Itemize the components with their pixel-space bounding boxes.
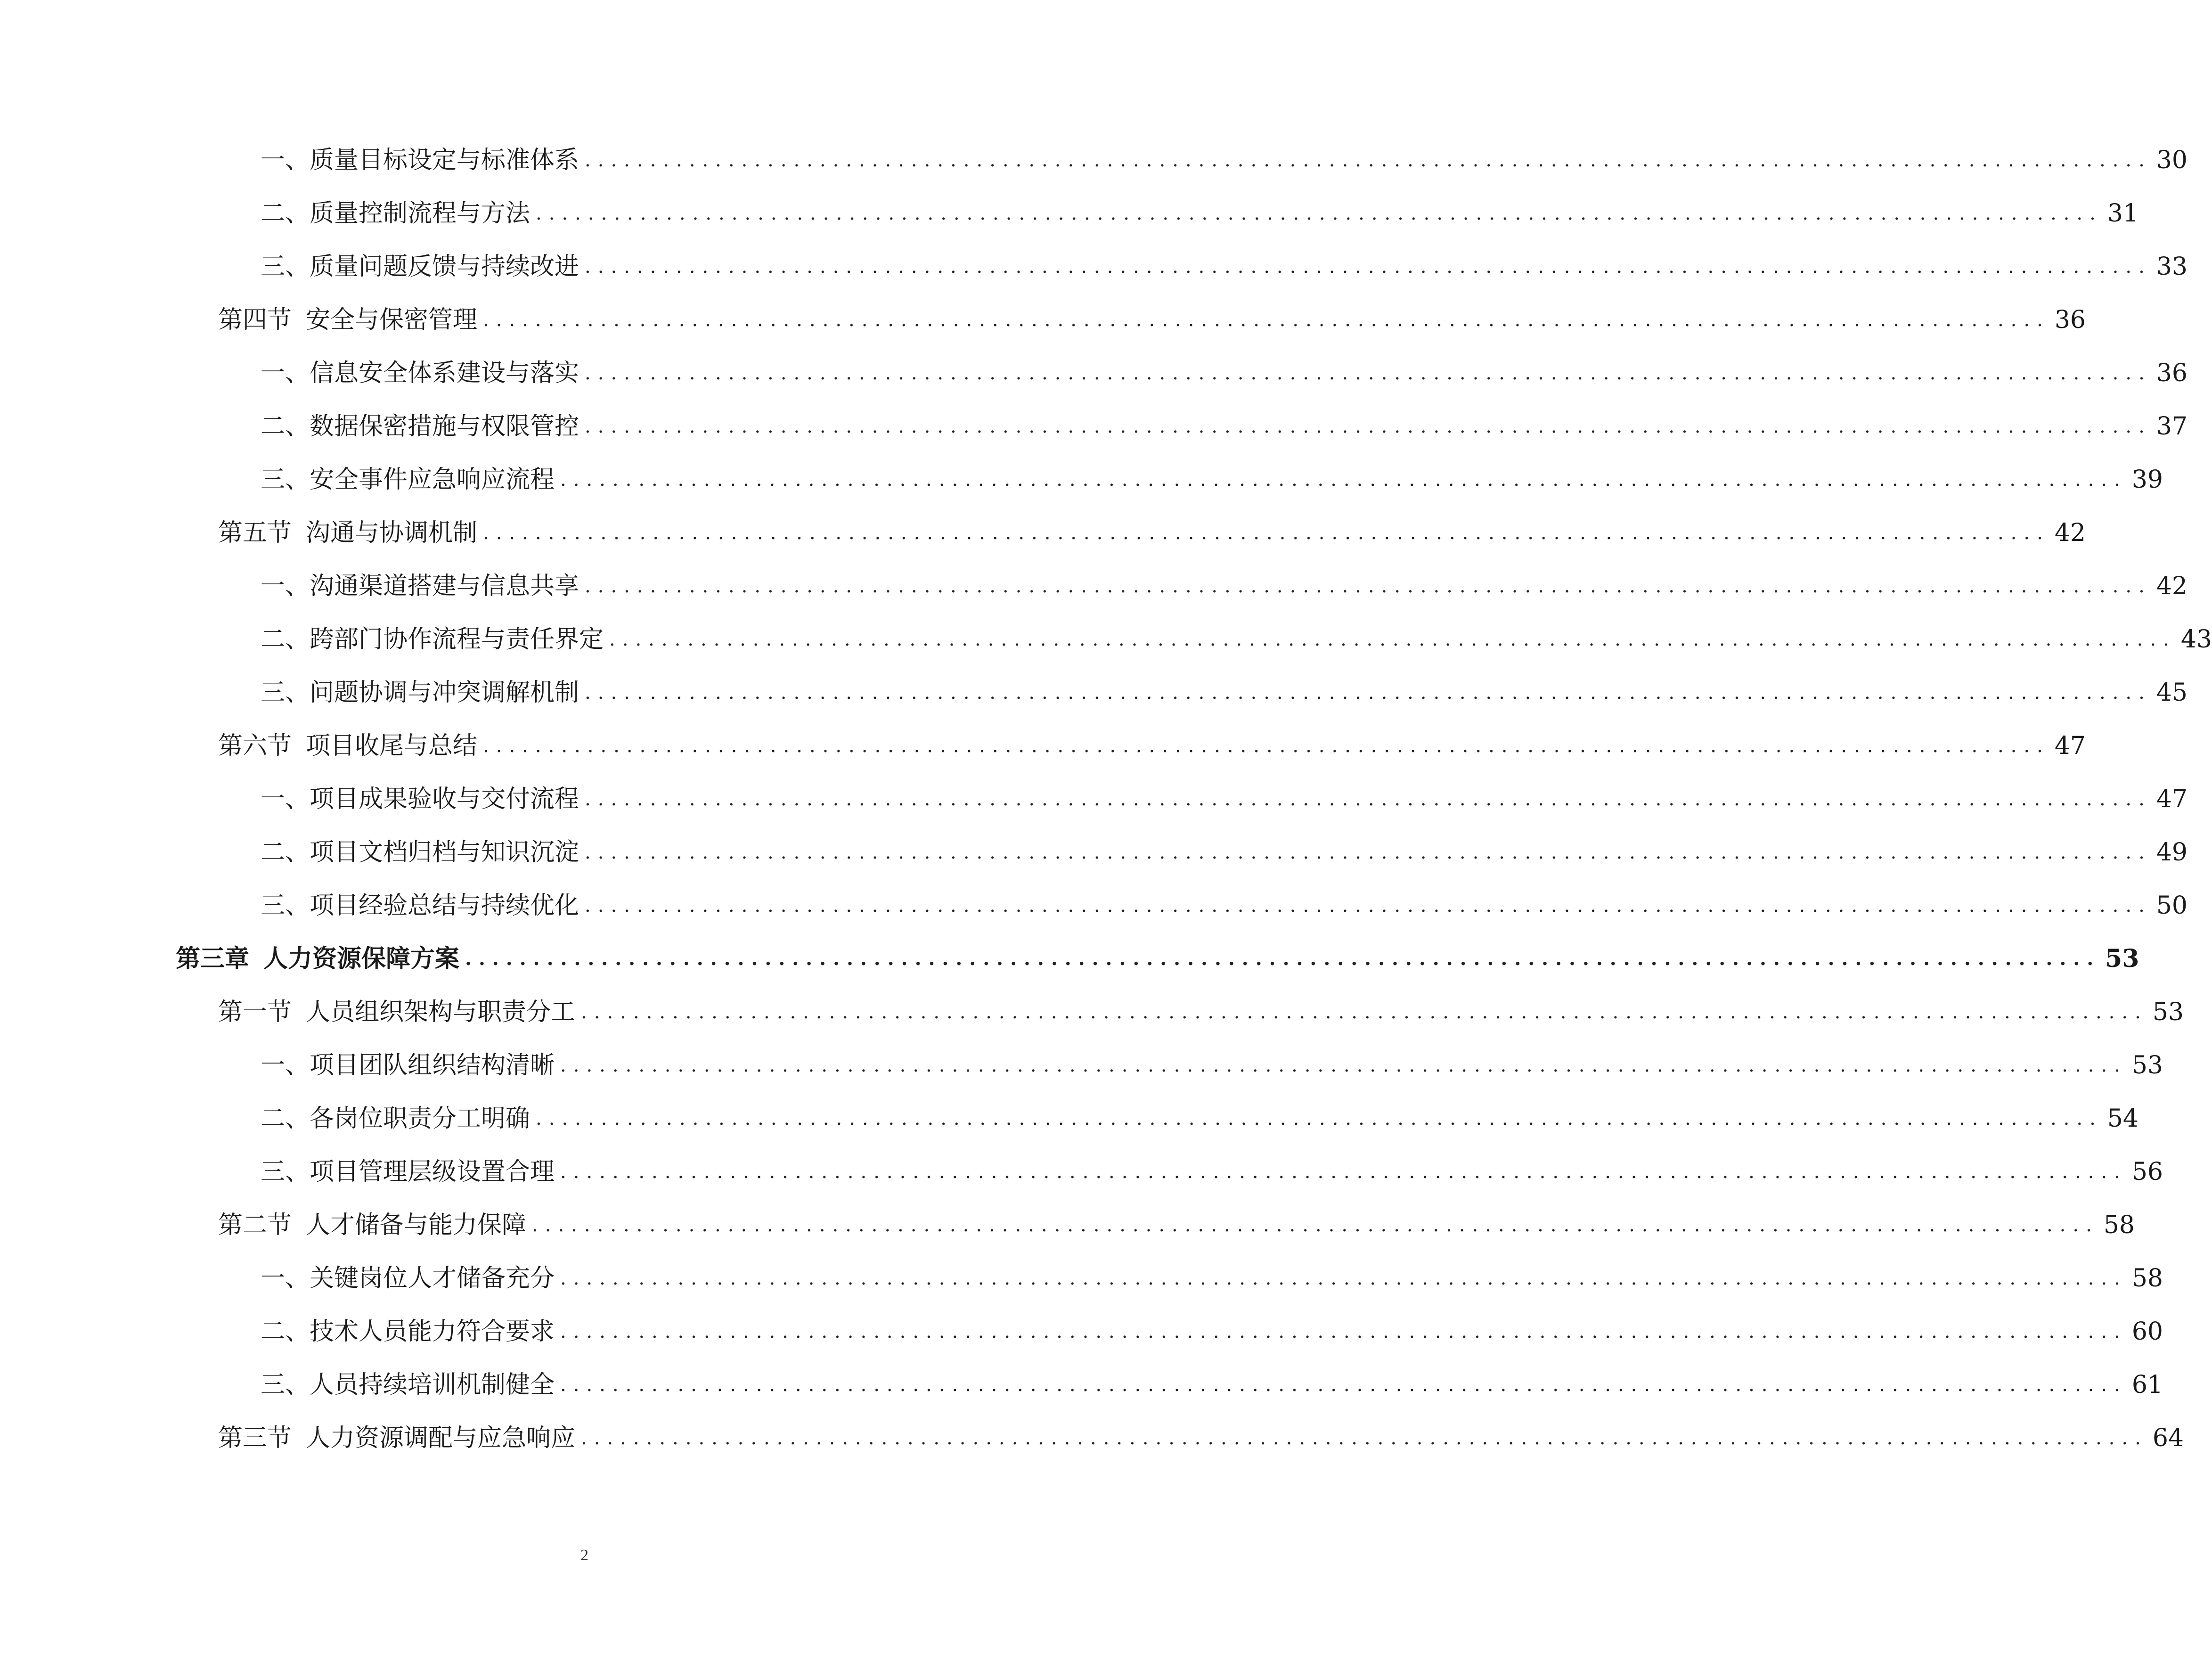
toc-dot-leader: ........................................................................................................................ — [536, 203, 2103, 224]
toc-dot-leader: ........................................................................................................................ — [483, 522, 2050, 544]
toc-entry[interactable] — [261, 1042, 2163, 1089]
toc-entry-page: 43 — [2180, 625, 2212, 654]
toc-entry-title: 二、技术人员能力符合要求 — [261, 1317, 555, 1346]
toc-dot-leader: ........................................................................................................................ — [585, 842, 2152, 863]
toc-entry[interactable] — [218, 1415, 2184, 1462]
toc-entry-title: 一、信息安全体系建设与落实 — [261, 359, 580, 387]
toc-entry-title: 一、关键岗位人才储备充分 — [261, 1264, 555, 1293]
toc-entry-title: 第一节 人员组织架构与职责分工 — [218, 998, 576, 1026]
toc-dot-leader: ........................................................................................................................ — [585, 575, 2152, 597]
toc-entry-page: 53 — [2152, 998, 2184, 1026]
toc-entry-page: 42 — [2054, 519, 2086, 547]
toc-dot-leader: ........................................................................................................................ — [585, 682, 2152, 704]
toc-entry-title: 二、各岗位职责分工明确 — [261, 1105, 531, 1133]
toc-dot-leader: ........................................................................................................................ — [536, 1108, 2103, 1129]
toc-entry-title: 三、问题协调与冲突调解机制 — [261, 679, 580, 707]
toc-entry-page: 58 — [2131, 1264, 2163, 1293]
toc-entry-title: 一、项目成果验收与交付流程 — [261, 785, 580, 813]
toc-entry[interactable] — [218, 1202, 2135, 1249]
toc-entry-title: 三、项目管理层级设置合理 — [261, 1158, 555, 1186]
toc-dot-leader: ........................................................................................................................ — [560, 1321, 2127, 1342]
toc-entry-title: 一、项目团队组织结构清晰 — [261, 1051, 555, 1080]
toc-entry-title: 第三节 人力资源调配与应急响应 — [218, 1424, 576, 1452]
toc-dot-leader: ........................................................................................................................ — [581, 1427, 2148, 1449]
toc-entry-page: 58 — [2103, 1211, 2135, 1239]
toc-entry[interactable] — [261, 1148, 2163, 1195]
toc-entry-title: 第三章 人力资源保障方案 — [176, 944, 460, 973]
toc-entry-title: 二、质量控制流程与方法 — [261, 199, 531, 228]
toc-entry-page: 49 — [2156, 838, 2188, 867]
toc-entry[interactable] — [261, 243, 2188, 290]
toc-entry[interactable] — [261, 456, 2163, 503]
toc-entry[interactable] — [261, 669, 2188, 716]
toc-dot-leader: ........................................................................................................................ — [585, 788, 2152, 810]
toc-dot-leader: ........................................................................................................................ — [585, 895, 2152, 917]
toc-entry-page: 53 — [2131, 1051, 2163, 1080]
toc-dot-leader: ........................................................................................................................ — [560, 1268, 2127, 1289]
toc-entry-page: 47 — [2156, 785, 2188, 813]
toc-entry[interactable] — [218, 509, 2086, 556]
toc-entry-title: 二、数据保密措施与权限管控 — [261, 412, 580, 441]
toc-entry-chapter[interactable] — [176, 935, 2139, 982]
toc-entry-title: 一、质量目标设定与标准体系 — [261, 146, 580, 174]
toc-entry[interactable] — [261, 776, 2188, 823]
page-number: 2 — [580, 1547, 588, 1564]
toc-entry-page: 54 — [2107, 1105, 2139, 1133]
toc-entry-title: 第四节 安全与保密管理 — [218, 306, 478, 334]
toc-dot-leader: ........................................................................................................................ — [560, 1055, 2127, 1076]
toc-entry-title: 二、跨部门协作流程与责任界定 — [261, 625, 604, 654]
toc-entry-title: 第五节 沟通与协调机制 — [218, 519, 478, 547]
toc-dot-leader: ........................................................................................................................ — [483, 735, 2050, 757]
toc-entry-page: 61 — [2131, 1371, 2163, 1399]
toc-entry-page: 60 — [2131, 1317, 2163, 1346]
toc-entry[interactable] — [218, 722, 2086, 769]
toc-entry-page: 30 — [2156, 146, 2188, 174]
toc-entry[interactable] — [261, 1255, 2163, 1302]
toc-entry-title: 一、沟通渠道搭建与信息共享 — [261, 572, 580, 600]
toc-entry[interactable] — [261, 1095, 2139, 1142]
toc-dot-leader: ........................................................................................................................ — [585, 362, 2152, 384]
toc-entry[interactable] — [261, 882, 2188, 929]
toc-entry-title: 三、人员持续培训机制健全 — [261, 1371, 555, 1399]
toc-dot-leader: ........................................................................................................................ — [609, 629, 2176, 650]
toc-entry[interactable] — [261, 350, 2188, 397]
toc-dot-leader: ........................................................................................................................ — [560, 1161, 2127, 1183]
toc-entry-page: 45 — [2156, 679, 2188, 707]
toc-entry[interactable] — [218, 296, 2086, 344]
toc-entry-page: 31 — [2107, 199, 2139, 228]
toc-dot-leader: ........................................................................................................................ — [581, 1001, 2148, 1023]
toc-entry[interactable] — [261, 1308, 2163, 1355]
toc-entry-title: 三、项目经验总结与持续优化 — [261, 892, 580, 920]
toc-entry[interactable] — [261, 563, 2188, 610]
toc-dot-leader: ........................................................................................................................ — [532, 1214, 2099, 1236]
toc-dot-leader: ........................................................................................................................ — [585, 416, 2152, 437]
toc-entry[interactable] — [261, 137, 2188, 184]
toc-entry-title: 三、安全事件应急响应流程 — [261, 466, 555, 494]
toc-entry[interactable] — [261, 616, 2212, 663]
toc-dot-leader: ........................................................................................................................ — [560, 1374, 2127, 1396]
toc-entry[interactable] — [261, 403, 2188, 450]
toc-entry-title: 第六节 项目收尾与总结 — [218, 732, 478, 760]
toc-entry[interactable] — [261, 190, 2139, 237]
toc-entry-page: 39 — [2131, 466, 2163, 494]
toc-dot-leader: ........................................................................................................................ — [560, 469, 2127, 491]
toc-entry-page: 42 — [2156, 572, 2188, 600]
toc-entry-page: 36 — [2156, 359, 2188, 387]
toc-dot-leader: ........................................................................................................................ — [483, 309, 2050, 331]
toc-entry-page: 33 — [2156, 253, 2188, 281]
toc-dot-leader: ........................................................................................................................ — [585, 149, 2152, 171]
toc-entry-title: 二、项目文档归档与知识沉淀 — [261, 838, 580, 867]
toc-entry-title: 三、质量问题反馈与持续改进 — [261, 253, 580, 281]
toc-entry[interactable] — [261, 1361, 2163, 1408]
toc-entry-page: 64 — [2152, 1424, 2184, 1452]
toc-dot-leader: ........................................................................................................................ — [465, 948, 2101, 970]
toc-dot-leader: ........................................................................................................................ — [585, 256, 2152, 278]
toc-entry-page: 56 — [2131, 1158, 2163, 1186]
toc-entry-page: 53 — [2105, 944, 2139, 973]
toc-entry-page: 36 — [2054, 306, 2086, 334]
toc-entry[interactable] — [218, 989, 2184, 1036]
toc-entry-page: 50 — [2156, 892, 2188, 920]
toc-entry-title: 第二节 人才储备与能力保障 — [218, 1211, 527, 1239]
toc-entry-page: 47 — [2054, 732, 2086, 760]
toc-entry-page: 37 — [2156, 412, 2188, 441]
toc-entry[interactable] — [261, 829, 2188, 876]
